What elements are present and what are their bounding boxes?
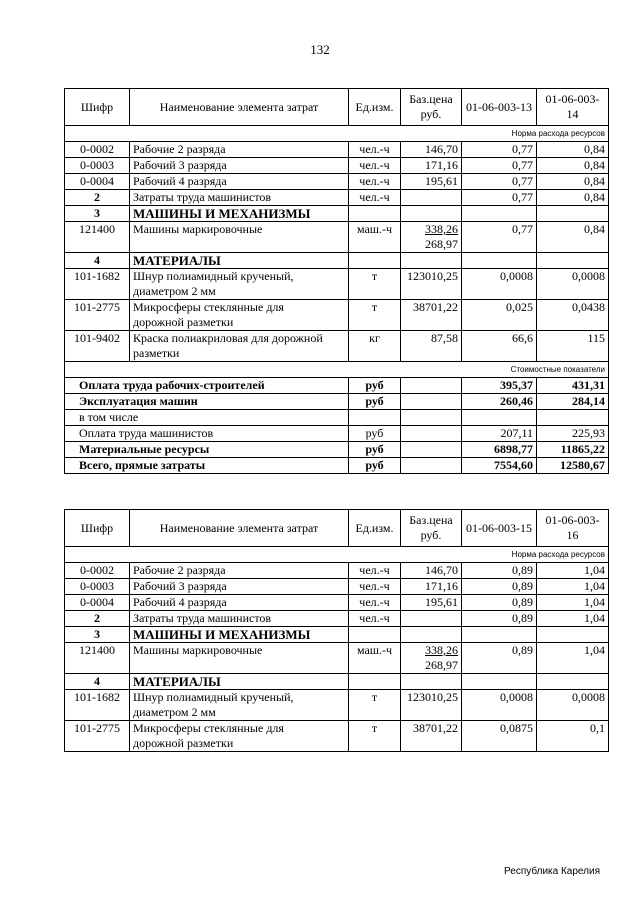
cell-price: 87,58 xyxy=(401,331,462,362)
cell-name: Рабочий 3 разряда xyxy=(130,158,349,174)
cell-code: 4 xyxy=(65,674,130,690)
table-row xyxy=(65,269,609,300)
cell-v1: 207,11 xyxy=(462,426,537,442)
section-header-machines xyxy=(65,206,609,222)
cell-unit: т xyxy=(349,300,401,331)
cell-code: 0-0002 xyxy=(65,142,130,158)
norm-row xyxy=(65,126,609,142)
cell-price xyxy=(401,643,462,674)
cell-unit: руб xyxy=(349,458,401,474)
cell-v1: 0,77 xyxy=(462,174,537,190)
cell-v1: 0,89 xyxy=(462,579,537,595)
cell-name: Затраты труда машинистов xyxy=(130,190,349,206)
table-header xyxy=(65,510,609,547)
cell-v2: 0,84 xyxy=(537,158,609,174)
resource-table-2 xyxy=(64,509,609,752)
cell-name: Рабочие 2 разряда xyxy=(130,142,349,158)
price-machinist: 268,97 xyxy=(425,658,458,672)
cell-v2: 1,04 xyxy=(537,563,609,579)
cell-v2: 1,04 xyxy=(537,595,609,611)
header-unit: Ед.изм. xyxy=(349,89,401,126)
cell-unit: чел.-ч xyxy=(349,563,401,579)
cell-price xyxy=(401,190,462,206)
cell-code: 2 xyxy=(65,190,130,206)
cell-name: Рабочий 4 разряда xyxy=(130,174,349,190)
cell-unit: т xyxy=(349,690,401,721)
cell-v2: 0,84 xyxy=(537,142,609,158)
cost-name: Эксплуатация машин xyxy=(65,394,349,410)
table-row xyxy=(65,378,609,394)
cell-v2: 1,04 xyxy=(537,643,609,674)
section-title: МАТЕРИАЛЫ xyxy=(130,253,349,269)
cell-unit: руб xyxy=(349,378,401,394)
table-row xyxy=(65,158,609,174)
cell-price: 146,70 xyxy=(401,563,462,579)
cell-code: 101-2775 xyxy=(65,300,130,331)
cell-v2: 0,0008 xyxy=(537,269,609,300)
cell-unit: чел.-ч xyxy=(349,595,401,611)
cell-v2: 0,84 xyxy=(537,190,609,206)
cell-price: 38701,22 xyxy=(401,721,462,752)
cell-unit: т xyxy=(349,269,401,300)
price-machine: 338,26 xyxy=(425,222,458,236)
cell-v1: 0,77 xyxy=(462,158,537,174)
cell-v1: 0,0008 xyxy=(462,690,537,721)
page-number: 132 xyxy=(310,42,330,57)
table-row xyxy=(65,611,609,627)
cost-row xyxy=(65,362,609,378)
header-col1: 01-06-003-15 xyxy=(462,510,537,547)
cell-v1: 260,46 xyxy=(462,394,537,410)
table-row xyxy=(65,300,609,331)
cell-code: 121400 xyxy=(65,222,130,253)
cell-code: 0-0003 xyxy=(65,579,130,595)
table-row xyxy=(65,410,609,426)
header-col1: 01-06-003-13 xyxy=(462,89,537,126)
cell-unit: чел.-ч xyxy=(349,190,401,206)
cell-unit: чел.-ч xyxy=(349,579,401,595)
cell-v1: 66,6 xyxy=(462,331,537,362)
header-code: Шифр xyxy=(65,89,130,126)
cost-label: Стоимостные показатели xyxy=(65,362,609,378)
section-header-materials xyxy=(65,674,609,690)
cell-price xyxy=(401,222,462,253)
cell-v1: 0,89 xyxy=(462,611,537,627)
cell-price: 171,16 xyxy=(401,158,462,174)
norm-row xyxy=(65,547,609,563)
cell-name: Микросферы стеклянные для дорожной разметки xyxy=(130,300,349,331)
table-row xyxy=(65,426,609,442)
cell-code: 0-0004 xyxy=(65,595,130,611)
price-machinist: 268,97 xyxy=(425,237,458,251)
cell-price: 123010,25 xyxy=(401,690,462,721)
cell-v2: 115 xyxy=(537,331,609,362)
cell-name: Затраты труда машинистов xyxy=(130,611,349,627)
section-title: МАТЕРИАЛЫ xyxy=(130,674,349,690)
table-row xyxy=(65,142,609,158)
cell-price: 38701,22 xyxy=(401,300,462,331)
cell-v1: 7554,60 xyxy=(462,458,537,474)
header-col2: 01-06-003-14 xyxy=(537,89,609,126)
table-row xyxy=(65,394,609,410)
cell-v1: 0,77 xyxy=(462,190,537,206)
section-header-materials xyxy=(65,253,609,269)
table-row xyxy=(65,595,609,611)
cell-unit: руб xyxy=(349,426,401,442)
cost-name: Оплата труда машинистов xyxy=(65,426,349,442)
cell-code: 3 xyxy=(65,627,130,643)
cell-code: 0-0004 xyxy=(65,174,130,190)
table-row xyxy=(65,643,609,674)
cell-name: Рабочий 4 разряда xyxy=(130,595,349,611)
cell-code: 101-1682 xyxy=(65,269,130,300)
header-name: Наименование элемента затрат xyxy=(130,510,349,547)
cell-name: Краска полиакриловая для дорожной разметки xyxy=(130,331,349,362)
cell-v2: 0,84 xyxy=(537,222,609,253)
cost-name: Всего, прямые затраты xyxy=(65,458,349,474)
cell-v2: 0,0438 xyxy=(537,300,609,331)
cell-code: 0-0002 xyxy=(65,563,130,579)
cell-v2: 1,04 xyxy=(537,611,609,627)
cell-v2: 0,1 xyxy=(537,721,609,752)
cell-unit: маш.-ч xyxy=(349,222,401,253)
cell-v1: 0,89 xyxy=(462,595,537,611)
cell-code: 121400 xyxy=(65,643,130,674)
cell-unit: маш.-ч xyxy=(349,643,401,674)
header-col2: 01-06-003-16 xyxy=(537,510,609,547)
cell-v2: 225,93 xyxy=(537,426,609,442)
header-name: Наименование элемента затрат xyxy=(130,89,349,126)
cell-v2: 12580,67 xyxy=(537,458,609,474)
section-header-machines xyxy=(65,627,609,643)
resource-table-1 xyxy=(64,88,609,474)
cell-code: 4 xyxy=(65,253,130,269)
cell-v1: 0,89 xyxy=(462,643,537,674)
table-row xyxy=(65,442,609,458)
cell-price: 171,16 xyxy=(401,579,462,595)
table-header xyxy=(65,89,609,126)
cell-unit: чел.-ч xyxy=(349,158,401,174)
header-unit: Ед.изм. xyxy=(349,510,401,547)
cell-code: 2 xyxy=(65,611,130,627)
cell-name: Шнур полиамидный крученый, диаметром 2 мм xyxy=(130,690,349,721)
cell-v1: 0,0008 xyxy=(462,269,537,300)
cell-code: 0-0003 xyxy=(65,158,130,174)
cell-price: 146,70 xyxy=(401,142,462,158)
cell-unit: кг xyxy=(349,331,401,362)
cell-name: Рабочие 2 разряда xyxy=(130,563,349,579)
header-price: Баз.цена руб. xyxy=(401,89,462,126)
cell-name: Рабочий 3 разряда xyxy=(130,579,349,595)
norm-label: Норма расхода ресурсов xyxy=(65,126,609,142)
cell-name: Шнур полиамидный крученый, диаметром 2 мм xyxy=(130,269,349,300)
section-title: МАШИНЫ И МЕХАНИЗМЫ xyxy=(130,627,349,643)
footer-region: Республика Карелия xyxy=(504,866,600,877)
cell-unit: руб xyxy=(349,394,401,410)
cost-name: Оплата труда рабочих-строителей xyxy=(65,378,349,394)
cell-price xyxy=(401,611,462,627)
cell-v1: 395,37 xyxy=(462,378,537,394)
cell-v2: 1,04 xyxy=(537,579,609,595)
header-price: Баз.цена руб. xyxy=(401,510,462,547)
cell-code: 101-2775 xyxy=(65,721,130,752)
cell-code: 101-1682 xyxy=(65,690,130,721)
cell-code: 101-9402 xyxy=(65,331,130,362)
cell-v2: 284,14 xyxy=(537,394,609,410)
cell-unit: чел.-ч xyxy=(349,174,401,190)
cell-code: 3 xyxy=(65,206,130,222)
cell-v2: 11865,22 xyxy=(537,442,609,458)
table-row xyxy=(65,458,609,474)
price-machine: 338,26 xyxy=(425,643,458,657)
table-row xyxy=(65,174,609,190)
norm-label: Норма расхода ресурсов xyxy=(65,547,609,563)
cell-v2: 431,31 xyxy=(537,378,609,394)
cell-price: 195,61 xyxy=(401,595,462,611)
cell-v2: 0,0008 xyxy=(537,690,609,721)
table-row xyxy=(65,190,609,206)
table-row xyxy=(65,579,609,595)
cell-v1: 0,0875 xyxy=(462,721,537,752)
cell-v2: 0,84 xyxy=(537,174,609,190)
table-row xyxy=(65,222,609,253)
cell-v1: 0,89 xyxy=(462,563,537,579)
cell-name: Машины маркировочные xyxy=(130,222,349,253)
table-row xyxy=(65,721,609,752)
table-row xyxy=(65,331,609,362)
cell-unit: чел.-ч xyxy=(349,611,401,627)
cell-price: 123010,25 xyxy=(401,269,462,300)
cell-price: 195,61 xyxy=(401,174,462,190)
cell-name: Машины маркировочные xyxy=(130,643,349,674)
table-row xyxy=(65,563,609,579)
header-code: Шифр xyxy=(65,510,130,547)
cell-unit: руб xyxy=(349,442,401,458)
cell-name: Микросферы стеклянные для дорожной разметки xyxy=(130,721,349,752)
cell-v1: 6898,77 xyxy=(462,442,537,458)
cell-unit: чел.-ч xyxy=(349,142,401,158)
cost-name: Материальные ресурсы xyxy=(65,442,349,458)
cell-v1: 0,77 xyxy=(462,222,537,253)
cell-v1: 0,025 xyxy=(462,300,537,331)
table-row xyxy=(65,690,609,721)
cell-v1: 0,77 xyxy=(462,142,537,158)
section-title: МАШИНЫ И МЕХАНИЗМЫ xyxy=(130,206,349,222)
cost-name: в том числе xyxy=(65,410,349,426)
cell-unit: т xyxy=(349,721,401,752)
